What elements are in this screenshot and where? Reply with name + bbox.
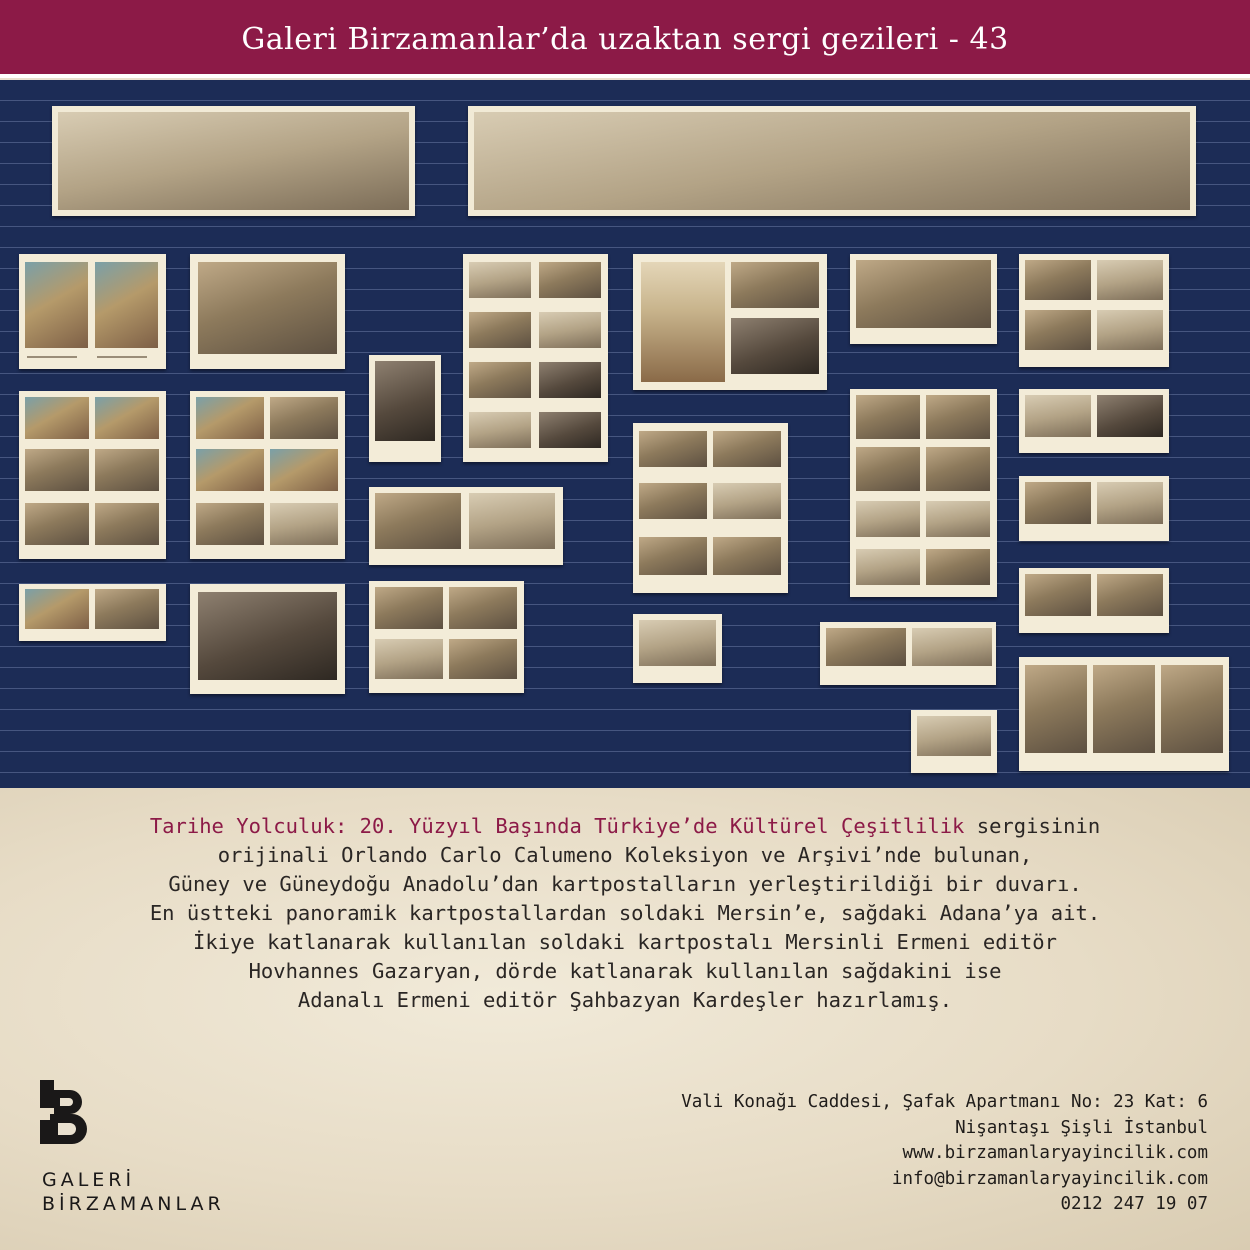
website-link[interactable]: www.birzamanlaryayincilik.com	[902, 1143, 1208, 1163]
postcard-image	[539, 262, 601, 298]
postcard-frame	[369, 581, 524, 693]
description-line-1	[20, 812, 1230, 841]
postcard-frame	[911, 710, 997, 773]
postcard-image	[1097, 260, 1163, 300]
postcard-image	[1025, 665, 1087, 753]
postcard-frame	[19, 391, 166, 559]
caption-line	[97, 356, 147, 358]
postcard-image	[1097, 395, 1163, 437]
postcard-image	[196, 503, 264, 545]
postcard-image	[25, 589, 89, 629]
postcard-image	[1025, 310, 1091, 350]
postcard-image	[469, 493, 555, 549]
postcard-image	[270, 503, 338, 545]
postcard-image	[926, 395, 990, 439]
postcard-frame	[19, 584, 166, 641]
postcard-image	[856, 260, 991, 328]
phone-number: 0212 247 19 07	[1060, 1194, 1208, 1214]
postcard-frame	[369, 355, 441, 462]
postcard-image	[95, 589, 159, 629]
postcard-frame	[633, 423, 788, 593]
postcard-image	[469, 262, 531, 298]
postcard-image	[713, 537, 781, 575]
postcard-image	[1025, 260, 1091, 300]
postcard-image	[1097, 574, 1163, 616]
postcard-frame	[1019, 476, 1169, 541]
description-line-4: En üstteki panoramik kartpostallardan soldaki Mersin’e, sağdaki Adana’ya ait.	[149, 901, 1101, 925]
description-line-7: Adanalı Ermeni editör Şahbazyan Kardeşler hazırlamış.	[297, 988, 953, 1012]
address-street: Vali Konağı Caddesi, Şafak Apartmanı No: 23 Kat: 6	[681, 1092, 1208, 1112]
postcard-image	[856, 395, 920, 439]
header-title: Galeri Birzamanlar’da uzaktan sergi gezileri - 43	[241, 22, 1009, 57]
email-link[interactable]: info@birzamanlaryayincilik.com	[891, 1168, 1208, 1189]
postcard-image	[926, 447, 990, 491]
panorama-image	[474, 112, 1190, 210]
postcard-image	[196, 397, 264, 439]
postcard-image	[641, 262, 725, 382]
postcard-frame	[633, 254, 827, 390]
postcard-frame	[190, 584, 345, 694]
postcard-image	[469, 412, 531, 448]
header-banner	[0, 0, 1250, 78]
postcard-frame	[1019, 254, 1169, 367]
logo-text-galeri: GALERİ	[42, 1169, 136, 1191]
description-text: sergisinin	[964, 814, 1101, 838]
postcard-frame	[369, 487, 563, 565]
postcard-image	[639, 620, 716, 666]
postcard-image	[639, 537, 707, 575]
postcard-image	[469, 312, 531, 348]
postcard-image	[196, 449, 264, 491]
postcard-image	[731, 318, 819, 374]
postcard-image	[926, 501, 990, 537]
postcard-image	[1025, 482, 1091, 524]
description-line-5: İkiye katlanarak kullanılan soldaki kartpostalı Mersinli Ermeni editör	[193, 930, 1057, 954]
logo-text-birzamanlar: BİRZAMANLAR	[42, 1193, 225, 1215]
postcard-image	[25, 503, 89, 545]
galeri-birzamanlar-logo	[40, 1080, 225, 1230]
postcard-image	[270, 449, 338, 491]
postcard-image	[639, 483, 707, 519]
postcard-image	[856, 447, 920, 491]
postcard-image	[639, 431, 707, 467]
logo-b-mark-icon	[40, 1080, 88, 1146]
postcard-frame	[190, 391, 345, 559]
postcard-image	[198, 592, 337, 680]
contact-info	[681, 1090, 1208, 1218]
postcard-image	[826, 628, 906, 666]
postcard-image	[95, 449, 159, 491]
postcard-image	[1097, 310, 1163, 350]
postcard-frame	[1019, 657, 1229, 771]
postcard-image	[449, 639, 517, 679]
postcard-image	[95, 503, 159, 545]
description-line-3: Güney ve Güneydoğu Anadolu’dan kartpostalların yerleştirildiği bir duvarı.	[168, 872, 1082, 896]
postcard-image	[25, 397, 89, 439]
postcard-image	[25, 449, 89, 491]
postcard-image	[375, 493, 461, 549]
exhibition-wall-photo	[0, 80, 1250, 788]
postcard-frame	[190, 254, 345, 369]
postcard-image	[1025, 574, 1091, 616]
postcard-image	[1025, 395, 1091, 437]
postcard-image	[1097, 482, 1163, 524]
postcard-image	[713, 431, 781, 467]
postcard-image	[731, 262, 819, 308]
postcard-frame	[19, 254, 166, 369]
postcard-image	[270, 397, 338, 439]
postcard-image	[1161, 665, 1223, 753]
postcard-image	[198, 262, 337, 354]
postcard-frame	[463, 254, 608, 462]
address-district: Nişantaşı Şişli İstanbul	[955, 1117, 1208, 1138]
postcard-image	[539, 412, 601, 448]
postcard-image	[926, 549, 990, 585]
exhibition-title-link: Tarihe Yolculuk: 20. Yüzyıl Başında Türkiye’de Kültürel Çeşitlilik	[149, 814, 965, 838]
panorama-image	[58, 112, 409, 210]
postcard-frame	[850, 254, 997, 344]
postcard-frame	[1019, 568, 1169, 633]
postcard-image	[1093, 665, 1155, 753]
postcard-image	[713, 483, 781, 519]
postcard-image	[539, 312, 601, 348]
postcard-image	[375, 361, 435, 441]
postcard-image	[375, 639, 443, 679]
postcard-frame	[633, 614, 722, 683]
postcard-image	[912, 628, 992, 666]
postcard-image	[469, 362, 531, 398]
description-line-2: orijinali Orlando Carlo Calumeno Koleksiyon ve Arşivi’nde bulunan,	[217, 843, 1033, 867]
postcard-image	[375, 587, 443, 629]
postcard-image	[95, 397, 159, 439]
postcard-frame	[820, 622, 996, 685]
postcard-image	[449, 587, 517, 629]
description-line-6: Hovhannes Gazaryan, dörde katlanarak kullanılan sağdakini ise	[248, 959, 1002, 983]
panorama-postcard-mersin	[52, 106, 415, 216]
postcard-image	[25, 262, 88, 348]
caption-line	[27, 356, 77, 358]
postcard-image	[95, 262, 158, 348]
postcard-frame	[1019, 389, 1169, 453]
postcard-image	[917, 716, 991, 756]
postcard-image	[856, 501, 920, 537]
postcard-frame	[850, 389, 997, 597]
panorama-postcard-adana	[468, 106, 1196, 216]
exhibition-description	[20, 812, 1230, 1015]
postcard-image	[539, 362, 601, 398]
postcard-image	[856, 549, 920, 585]
